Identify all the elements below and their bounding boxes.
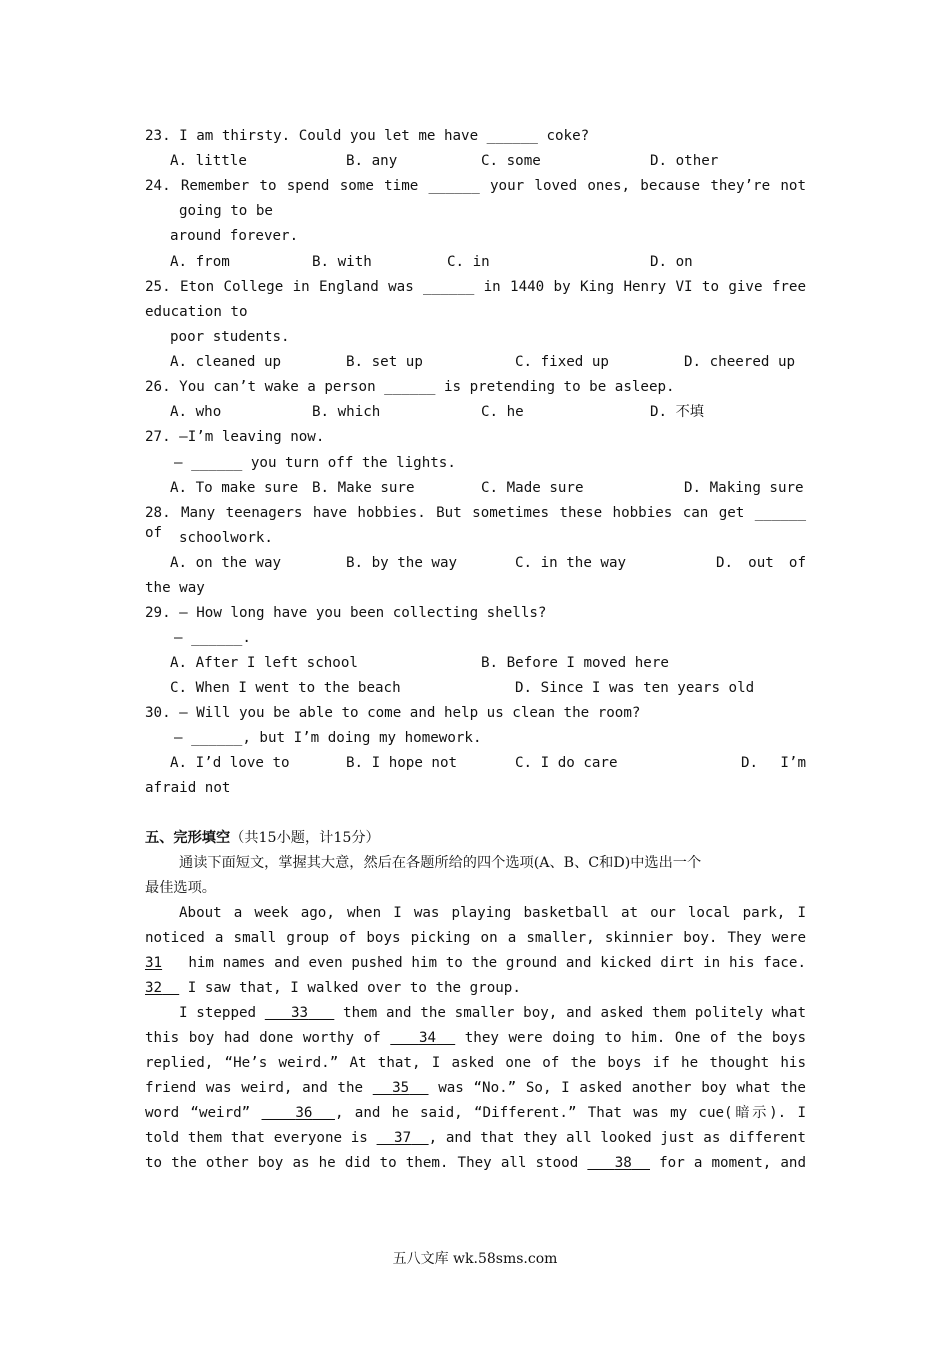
- q28-stem-line1: 28. Many teenagers have hobbies. But sometimes these hobbies can get ______ of: [145, 505, 806, 541]
- q24-stem-line3: around forever.: [170, 228, 299, 244]
- q26-option-a: A. who: [170, 404, 222, 420]
- q24-option-b: B. with: [312, 254, 372, 270]
- passage-line9-b: , and he said, “Different.” That was my cue(暗示). I: [334, 1105, 807, 1121]
- section5-heading: 五、完形填空: [145, 830, 231, 846]
- q25-stem-line1: 25. Eton College in England was ______ in 1440 by King Henry VI to give free: [145, 279, 806, 295]
- blank-36: 36: [295, 1105, 313, 1121]
- q29-option-b: B. Before I moved here: [481, 655, 669, 671]
- q28-stem-line2: schoolwork.: [179, 530, 273, 546]
- q30-option-d-wrap: afraid not: [145, 780, 231, 796]
- q26-option-b: B. which: [312, 404, 381, 420]
- q30-stem: 30. — Will you be able to come and help us clean the room?: [145, 705, 641, 721]
- passage-line8-b: was “No.” So, I asked another boy what the: [438, 1080, 806, 1096]
- passage-line3: [145, 953, 806, 973]
- q28-option-d-wrap: the way: [145, 580, 205, 596]
- q26-option-d: D. 不填: [650, 404, 704, 420]
- passage-line4: [145, 978, 521, 998]
- blank-32: 32: [145, 980, 163, 996]
- q28-option-b: B. by the way: [346, 555, 458, 571]
- passage-line10-a: told them that everyone is: [145, 1130, 368, 1146]
- q27-option-c: C. Made sure: [481, 480, 584, 496]
- q29-option-c: C. When I went to the beach: [170, 680, 401, 696]
- q28-option-d: D. out of: [716, 555, 806, 571]
- blank-34: 34: [418, 1030, 437, 1046]
- blank-33: 33: [291, 1005, 309, 1021]
- q24-option-c: C. in: [447, 254, 490, 270]
- blank-31: 31: [145, 955, 163, 971]
- passage-line7: replied, “He’s weird.” At that, I asked one of the boys if he thought his: [145, 1055, 806, 1071]
- passage-line6-a: this boy had done worthy of: [145, 1030, 381, 1046]
- q24-stem-line1: 24. Remember to spend some time ______ your loved ones, because they’re not: [145, 178, 806, 194]
- passage-line6: [145, 1028, 806, 1048]
- q27-option-b: B. Make sure: [312, 480, 415, 496]
- q23-stem: 23. I am thirsty. Could you let me have ______ coke?: [145, 128, 590, 144]
- section5-instruction-line2: 最佳选项。: [145, 880, 216, 896]
- q30-reply: — ______, but I’m doing my homework.: [174, 730, 482, 746]
- passage-line1: About a week ago, when I was playing basketball at our local park, I: [179, 905, 806, 921]
- passage-line5-b: them and the smaller boy, and asked them politely what: [343, 1005, 807, 1021]
- section5-instruction-line1: 通读下面短文，掌握其大意，然后在各题所给的四个选项(A、B、C和D)中选出一个: [179, 855, 702, 871]
- passage-line6-b: they were doing to him. One of the boys: [464, 1030, 807, 1046]
- q25-option-d: D. cheered up: [684, 354, 796, 370]
- q25-option-c: C. fixed up: [515, 354, 609, 370]
- q25-stem-line3: poor students.: [170, 329, 290, 345]
- passage-line2: noticed a small group of boys picking on a smaller, skinnier boy. They were: [145, 930, 806, 946]
- q27-reply: — ______ you turn off the lights.: [174, 455, 456, 471]
- blank-38: 38: [614, 1155, 632, 1171]
- q29-stem: 29. — How long have you been collecting shells?: [145, 605, 547, 621]
- q30-option-b: B. I hope not: [346, 755, 458, 771]
- q29-option-a: A. After I left school: [170, 655, 358, 671]
- q23-option-d: D. other: [650, 153, 719, 169]
- section5-heading-note: （共15小题，计15分）: [230, 830, 380, 846]
- q24-stem-line2: going to be: [179, 203, 273, 219]
- passage-line5-a: I stepped: [179, 1005, 257, 1021]
- q25-option-b: B. set up: [346, 354, 423, 370]
- q27-stem: 27. —I’m leaving now.: [145, 429, 325, 445]
- q23-option-b: B. any: [346, 153, 398, 169]
- q27-option-d: D. Making sure: [684, 480, 804, 496]
- q30-option-d: D. I’m: [741, 755, 806, 771]
- q30-option-c: C. I do care: [515, 755, 618, 771]
- blank-37: 37: [394, 1130, 412, 1146]
- q29-reply: — ______.: [174, 630, 251, 646]
- passage-line10: [145, 1128, 806, 1148]
- passage-line8: [145, 1078, 806, 1098]
- q23-option-c: C. some: [481, 153, 541, 169]
- q24-option-a: A. from: [170, 254, 230, 270]
- q25-stem-line2: education to: [145, 304, 248, 320]
- passage-line9: [145, 1103, 806, 1123]
- q25-option-a: A. cleaned up: [170, 354, 282, 370]
- section5-heading-line: [145, 828, 380, 848]
- passage-line3-text: him names and even pushed him to the ground and kicked dirt in his face.: [188, 955, 807, 971]
- passage-line11-b: for a moment, and: [659, 1155, 806, 1171]
- passage-line10-b: , and that they all looked just as different: [428, 1130, 806, 1146]
- passage-line8-a: friend was weird, and the: [145, 1080, 364, 1096]
- passage-line4-text: I saw that, I walked over to the group.: [187, 980, 521, 996]
- q27-option-a: A. To make sure: [170, 480, 299, 496]
- q29-option-d: D. Since I was ten years old: [515, 680, 755, 696]
- q28-option-a: A. on the way: [170, 555, 282, 571]
- passage-line5: [179, 1003, 806, 1023]
- passage-line9-a: word “weird”: [145, 1105, 251, 1121]
- passage-line11: [145, 1153, 806, 1173]
- footer-watermark: 五八文库 wk.58sms.com: [392, 1251, 558, 1267]
- q26-stem: 26. You can’t wake a person ______ is pretending to be asleep.: [145, 379, 675, 395]
- q23-option-a: A. little: [170, 153, 247, 169]
- q30-option-a: A. I’d love to: [170, 755, 290, 771]
- passage-line11-a: to the other boy as he did to them. They all stood: [145, 1155, 579, 1171]
- q24-option-d: D. on: [650, 254, 693, 270]
- q28-option-c: C. in the way: [515, 555, 627, 571]
- blank-35: 35: [392, 1080, 410, 1096]
- q26-option-c: C. he: [481, 404, 524, 420]
